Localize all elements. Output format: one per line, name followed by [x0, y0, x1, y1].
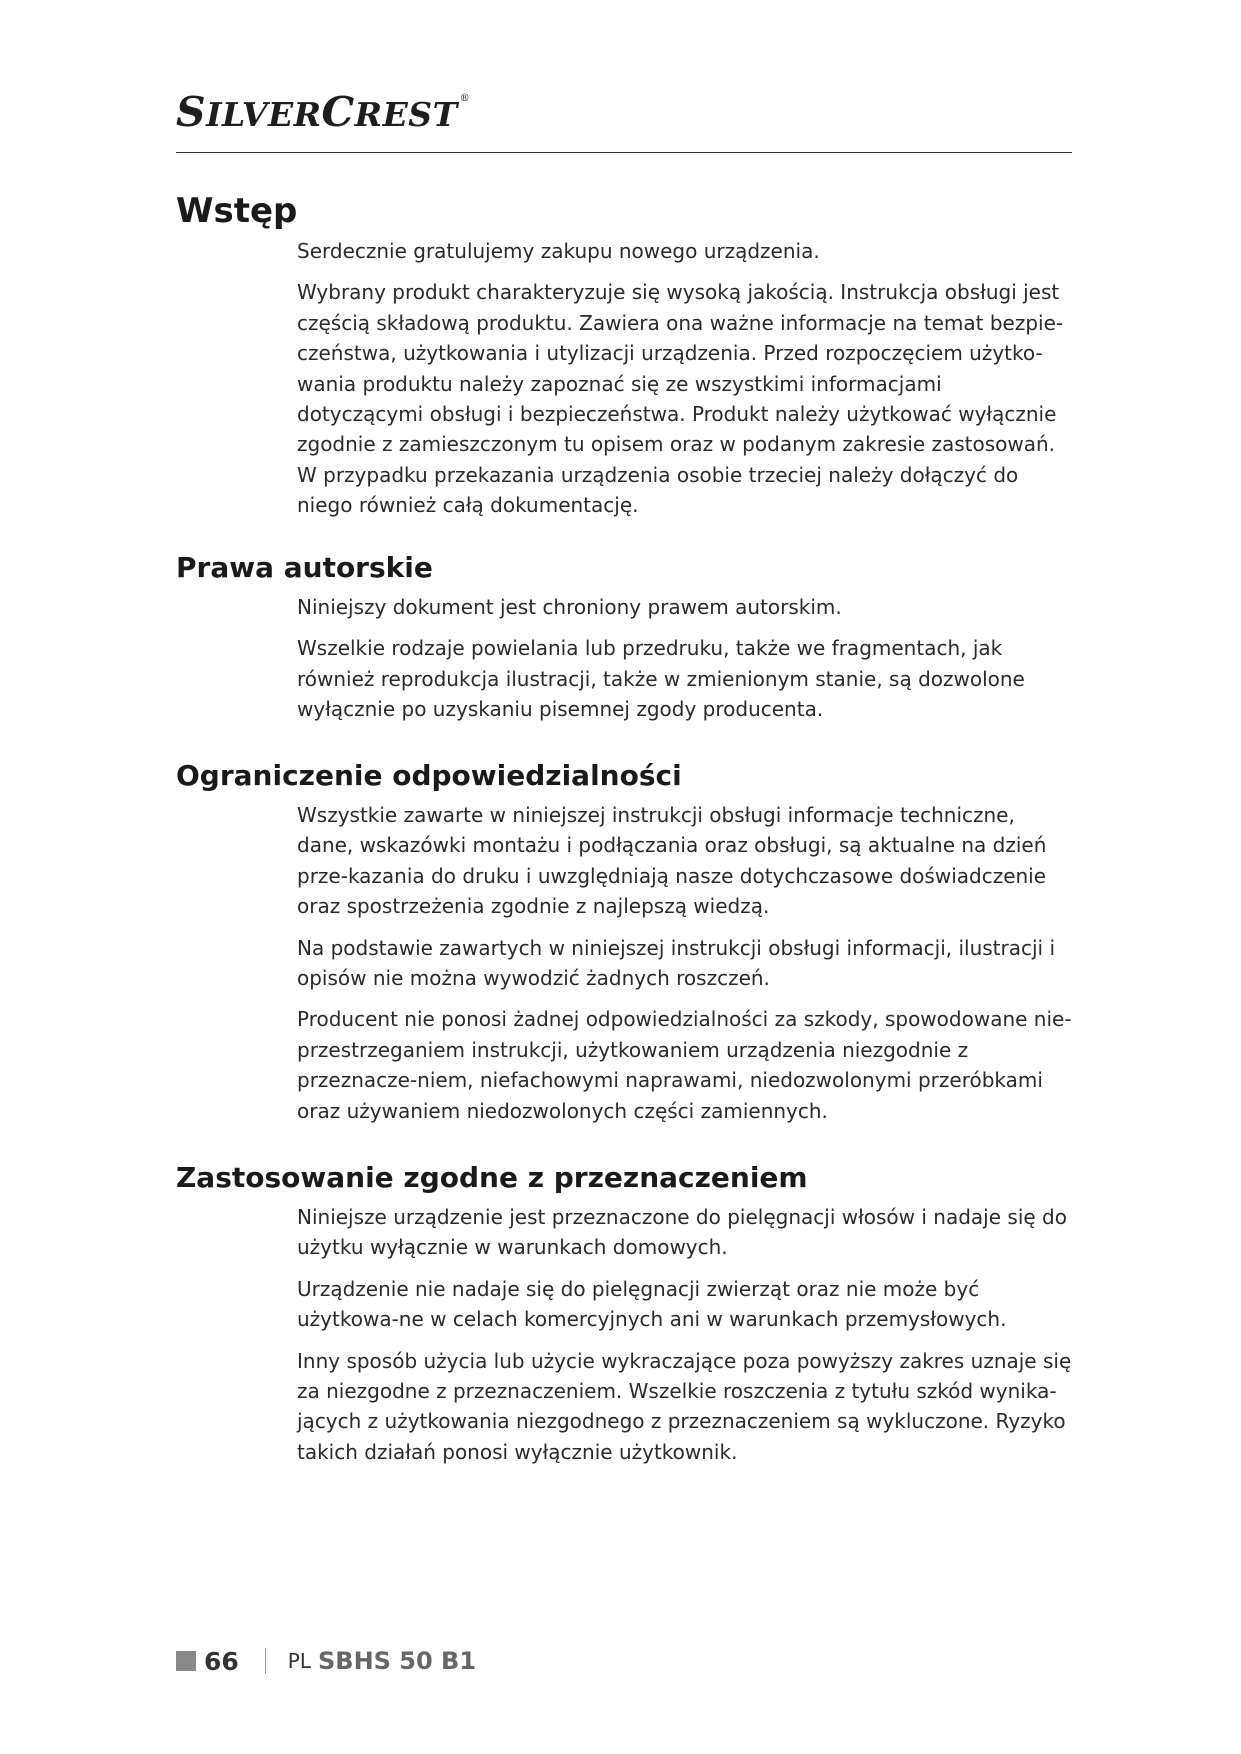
brand-logo: [176, 88, 471, 136]
page-footer: [176, 1646, 476, 1676]
paragraph: Wszelkie rodzaje powielania lub przedruku, także we fragmentach, jak również reprodukcja ilustracji, także w zmienionym stanie, są dozwolone wyłącznie po uzyskaniu pisemnej zgody producenta.: [297, 636, 1025, 722]
section-body: [297, 800, 1072, 1126]
footer-separator: [265, 1648, 266, 1674]
paragraph: Producent nie ponosi żadnej odpowiedzialności za szkody, spowodowane nie-przestrzeganiem instrukcji, użytkowaniem urządzenia niezgodnie z przeznacze-niem, niefachowymi naprawami, niedozwolonymi przeróbkami oraz używaniem niedozwolonych części zamiennych.: [297, 1007, 1072, 1123]
brand-letters-rest: REST: [354, 95, 458, 134]
paragraph: Serdecznie gratulujemy zakupu nowego urządzenia.: [297, 239, 820, 263]
square-marker-icon: [176, 1651, 196, 1671]
section-intended-use: [176, 1160, 1072, 1478]
page-number: 66: [204, 1646, 239, 1676]
paragraph: Wszystkie zawarte w niniejszej instrukcji obsługi informacje techniczne, dane, wskazówki montażu i podłączania oraz obsługi, są aktualne na dzień prze-kazania do druku i uwzględniają nasze dotychczasowe doświadczenie oraz spostrzeżenia zgodnie z najlepszą wiedzą.: [297, 803, 1047, 919]
section-copyright: [176, 550, 1072, 736]
paragraph: Niniejsze urządzenie jest przeznaczone do pielęgnacji włosów i nadaje się do użytku wyłącznie w warunkach domowych.: [297, 1205, 1067, 1260]
paragraph: Niniejszy dokument jest chroniony prawem autorskim.: [297, 595, 842, 619]
paragraph: Urządzenie nie nadaje się do pielęgnacji zwierząt oraz nie może być użytkowa-ne w celach komercyjnych ani w warunkach przemysłowych.: [297, 1276, 1007, 1332]
paragraph: Wybrany produkt charakteryzuje się wysoką jakością. Instrukcja obsługi jest częścią składową produktu. Zawiera ona ważne informacje na temat bezpie-czeństwa, użytkowania i utylizacji urządzenia. Przed rozpoczęciem użytko-wania produktu należy zapoznać się ze wszystkimi informacjami dotyczącymi obsługi i bezpieczeństwa. Produkt należy użytkować wyłącznie zgodnie z zamieszczonym tu opisem oraz w podanym zakresie zastosowań. W przypadku przekazania urządzenia osobie trzeciej należy dołączyć do niego również całą dokumentację.: [297, 280, 1064, 518]
section-title: Zastosowanie zgodne z przeznaczeniem: [176, 1161, 808, 1194]
model-number: SBHS 50 B1: [318, 1647, 477, 1675]
section-liability: [176, 758, 1072, 1137]
language-code: PL: [287, 1649, 311, 1673]
brand-letter-s: S: [176, 88, 207, 136]
paragraph: Na podstawie zawartych w niniejszej instrukcji obsługi informacji, ilustracji i opisów nie można wywodzić żadnych roszczeń.: [297, 935, 1056, 991]
section-introduction: [176, 190, 1072, 532]
section-body: [297, 236, 1072, 521]
paragraph: Inny sposób użycia lub użycie wykraczające poza powyższy zakres uznaje się za niezgodne z przeznaczeniem. Wszelkie roszczenia z tytułu szkód wynika-jących z użytkowania niezgodnego z przeznaczeniem są wykluczone. Ryzyko takich działań ponosi wyłącznie użytkownik.: [297, 1348, 1072, 1464]
section-title: Wstęp: [176, 191, 298, 231]
section-body: [297, 592, 1072, 725]
brand-letters-ilver: ILVER: [206, 95, 322, 134]
brand-letter-c: C: [321, 88, 355, 136]
section-body: [297, 1202, 1072, 1467]
section-title: Prawa autorskie: [176, 551, 433, 584]
section-title: Ograniczenie odpowiedzialności: [176, 759, 682, 792]
registered-mark: ®: [459, 93, 471, 104]
header-divider: [176, 152, 1072, 153]
